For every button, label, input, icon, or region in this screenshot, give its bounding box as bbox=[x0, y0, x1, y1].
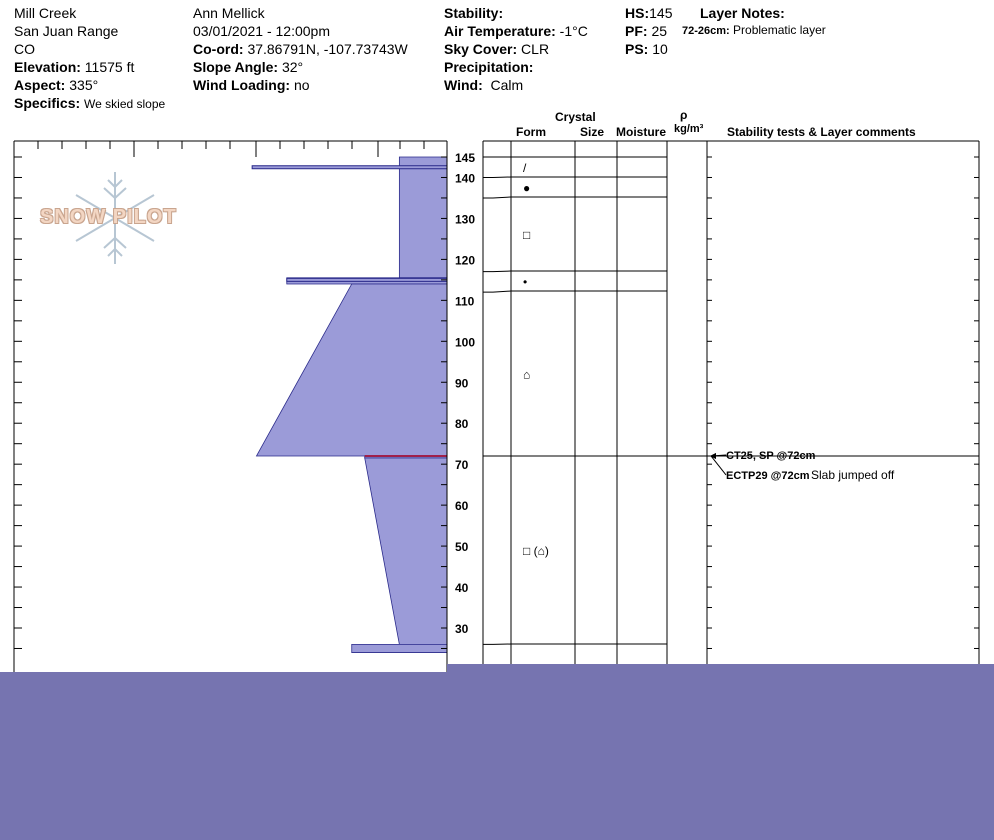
precip-label: Precipitation: bbox=[444, 59, 534, 75]
comments-header: Stability tests & Layer comments bbox=[727, 125, 916, 139]
thin-layer-1 bbox=[287, 278, 447, 281]
height-label-130: 130 bbox=[455, 212, 476, 227]
height-label-30: 30 bbox=[455, 622, 469, 636]
observation-datetime: 03/01/2021 - 12:00pm bbox=[193, 23, 330, 39]
elevation-value: 11575 ft bbox=[84, 59, 135, 75]
crystal-form-0: / bbox=[523, 161, 527, 175]
air-temp-label: Air Temperature: bbox=[444, 23, 556, 39]
sky-cover-label: Sky Cover: bbox=[444, 41, 518, 57]
pf-label: PF: bbox=[625, 23, 648, 39]
specifics-value: We skied slope bbox=[84, 97, 166, 111]
hardness-layer-5 bbox=[352, 644, 447, 652]
height-label-100: 100 bbox=[455, 335, 476, 350]
layer-note-range: 72-26cm: bbox=[682, 25, 730, 37]
layer-table bbox=[483, 141, 979, 672]
size-header: Size bbox=[580, 125, 605, 139]
logo-text: SNOW PILOT bbox=[40, 206, 177, 228]
wind-label: Wind: bbox=[444, 77, 483, 93]
height-label-60: 60 bbox=[455, 499, 469, 514]
bottom-band bbox=[0, 672, 994, 840]
location-name: Mill Creek bbox=[14, 5, 77, 21]
height-label-80: 80 bbox=[455, 417, 469, 432]
height-label-50: 50 bbox=[455, 540, 469, 555]
wind-loading-label: Wind Loading: bbox=[193, 77, 291, 93]
crystal-form-5: □ (⌂) bbox=[523, 544, 549, 558]
hardness-layer-2 bbox=[256, 284, 447, 456]
stability-label: Stability: bbox=[444, 5, 504, 21]
ps-label: PS: bbox=[625, 41, 649, 57]
density-symbol: ρ bbox=[680, 108, 688, 122]
boundary-connector-112 bbox=[483, 291, 511, 292]
layer-note-text: Problematic layer bbox=[733, 23, 826, 37]
slope-label: Slope Angle: bbox=[193, 59, 279, 75]
sky-cover-value: CLR bbox=[521, 41, 550, 57]
height-axis bbox=[455, 151, 475, 636]
hardness-layer-4 bbox=[365, 458, 447, 644]
moisture-header: Moisture bbox=[616, 125, 667, 139]
hardness-layer-0 bbox=[399, 157, 447, 278]
coord-label: Co-ord: bbox=[193, 41, 244, 57]
coord-value: 37.86791N, -107.73743W bbox=[247, 41, 408, 57]
height-label-120: 120 bbox=[455, 253, 476, 268]
crystal-form-2: □ bbox=[523, 228, 531, 242]
pf-value: 25 bbox=[651, 23, 668, 39]
observer-name: Ann Mellick bbox=[193, 5, 265, 21]
crystal-form-3: • bbox=[523, 275, 528, 289]
stability-tests bbox=[710, 450, 895, 482]
test-label-0: CT25, SP @72cm bbox=[726, 449, 816, 462]
height-label-70: 70 bbox=[455, 458, 469, 473]
range-name: San Juan Range bbox=[14, 23, 119, 39]
test-label-1: ECTP29 @72cm bbox=[726, 469, 810, 482]
thin-layer-0 bbox=[252, 166, 447, 169]
density-unit: kg/m³ bbox=[674, 123, 704, 135]
elevation-label: Elevation: bbox=[14, 59, 81, 75]
crystal-header: Crystal bbox=[555, 110, 596, 124]
test-comment-1: Slab jumped off bbox=[811, 467, 895, 482]
aspect-label: Aspect: bbox=[14, 77, 66, 93]
air-temp-value: -1°C bbox=[559, 23, 588, 39]
form-header: Form bbox=[516, 125, 546, 139]
wind-loading-value: no bbox=[293, 77, 310, 93]
boundary-connector-135 bbox=[483, 197, 511, 198]
height-label-145: 145 bbox=[455, 151, 476, 165]
height-label-40: 40 bbox=[455, 581, 469, 596]
height-label-90: 90 bbox=[455, 376, 469, 391]
hardness-profile bbox=[252, 157, 447, 653]
wind-value: Calm bbox=[490, 77, 524, 93]
hs-label: HS: bbox=[625, 5, 650, 21]
test-pointer-1 bbox=[711, 456, 726, 475]
aspect-value: 335° bbox=[69, 77, 99, 93]
layer-notes-title: Layer Notes: bbox=[700, 5, 785, 21]
ps-value: 10 bbox=[652, 41, 668, 57]
hs-value: 145 bbox=[649, 5, 673, 21]
height-label-110: 110 bbox=[455, 294, 475, 309]
crystal-form-1: ● bbox=[523, 181, 531, 195]
slope-value: 32° bbox=[281, 59, 304, 75]
height-label-140: 140 bbox=[455, 171, 476, 186]
state-name: CO bbox=[14, 41, 35, 57]
boundary-connector-117 bbox=[483, 271, 511, 272]
crystal-form-4: ⌂ bbox=[523, 367, 531, 382]
specifics-label: Specifics: bbox=[14, 95, 81, 111]
